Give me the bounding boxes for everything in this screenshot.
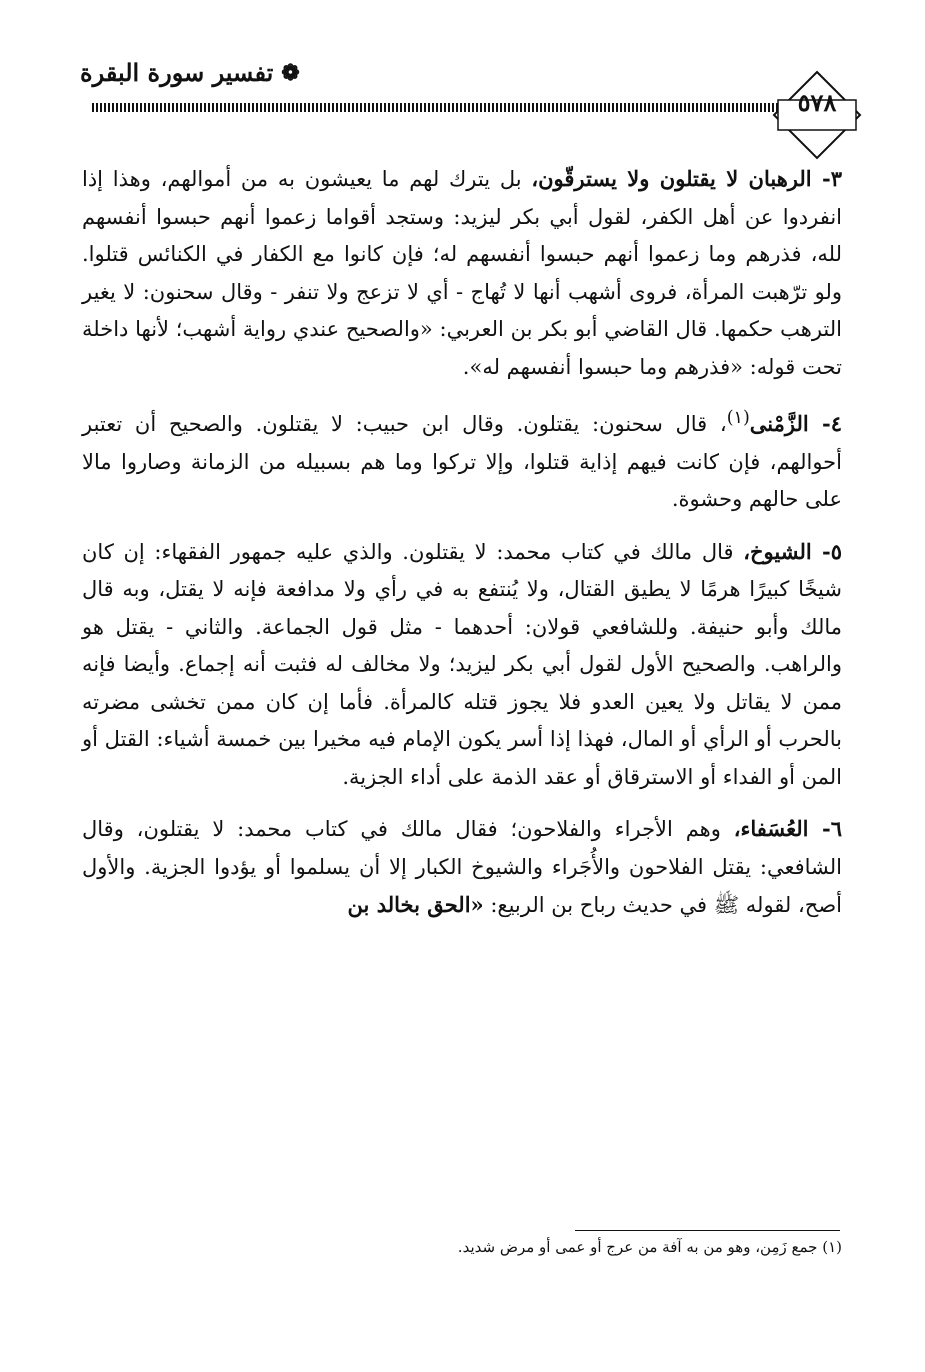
ornament-icon: ❁ [281,59,300,86]
main-text [82,160,842,939]
header-rule [92,103,782,112]
running-title-text: تفسير سورة البقرة [80,58,274,87]
page-number: ٥٧٨ [797,88,837,117]
footnote: (١) جمع زَمِن، وهو من به آفة من عرج أو عمى أو مرض شديد. [457,1238,842,1256]
paragraph-monks [82,160,842,386]
paragraph-text: ، قال سحنون: يقتلون. وقال ابن حبيب: لا يقتلون. والصحيح أن تعتبر أحوالهم، فإن كانت فيهم إذاية قتلوا، وإلا تركوا وما هم بسبيله من الزمانة وصاروا مالا على حالهم وحشوة. [82,412,842,511]
footnote-marker: (١) [726,408,750,428]
paragraph-text: بل يترك لهم ما يعيشون به من أموالهم، وهذا إذا انفردوا عن أهل الكفر، لقول أبي بكر ليزيد: وستجد أقواما زعموا أنهم حبسوا أنفسهم لله، فذرهم وما زعموا أنهم حبسوا أنفسهم له؛ فإن كانوا مع الكفار في الكنائس قتلوا. ولو ترّهبت المرأة، فروى أشهب أنها لا تُهاج - أي لا تزعج ولا تنفر - وقال سحنون: لا يغير الترهب حكمها. قال القاضي أبو بكر بن العربي: «والصحيح عندي رواية أشهب؛ لأنها داخلة تحت قوله: «فذرهم وما حبسوا أنفسهم له». [82,167,842,379]
footnote-rule [575,1230,840,1231]
paragraph-elderly [82,533,842,797]
paragraph-lead: ٣- الرهبان لا يقتلون ولا يسترقّون، [531,166,842,191]
paragraph-lead: ٦- العُسَفاء، [733,816,842,841]
paragraph-chronically-ill [82,400,842,519]
paragraph-text: وهم الأجراء والفلاحون؛ فقال مالك في كتاب محمد: لا يقتلون، وقال الشافعي: يقتل الفلاحون والأُجَراء والشيوخ الكبار إلا أن يسلموا أو يؤدوا الجزية. والأول أصح، لقوله ﷺ في حديث رباح بن الربيع: [82,817,842,917]
paragraph-tail: «الحق بخالد بن [347,892,484,917]
running-title [80,58,300,87]
paragraph-text: قال مالك في كتاب محمد: لا يقتلون. والذي عليه جمهور الفقهاء: إن كان شيخًا كبيرًا هرمًا لا يطيق القتال، ولا يُنتفع به في رأي ولا مدافعة فإنه لا يقتل، وبه قال مالك وأبو حنيفة. وللشافعي قولان: أحدهما - مثل قول الجماعة. والثاني - يقتل هو والراهب. والصحيح الأول لقول أبي بكر ليزيد؛ ولا مخالف له فثبت أنه إجماع. وأيضا فإنه ممن لا يقاتل ولا يعين العدو فلا يجوز قتله كالمرأة. فأما إن كان ممن تخشى مضرته بالحرب أو الرأي أو المال، فهذا إذا أسر يكون الإمام فيه مخيرا بين خمسة أشياء: القتل أو المن أو الفداء أو الاسترقاق أو عقد الذمة على أداء الجزية. [82,539,842,789]
paragraph-lead: ٤- الزَّمْنى [749,411,843,436]
paragraph-lead: ٥- الشيوخ، [743,538,842,564]
paragraph-hired-laborers [82,810,842,925]
